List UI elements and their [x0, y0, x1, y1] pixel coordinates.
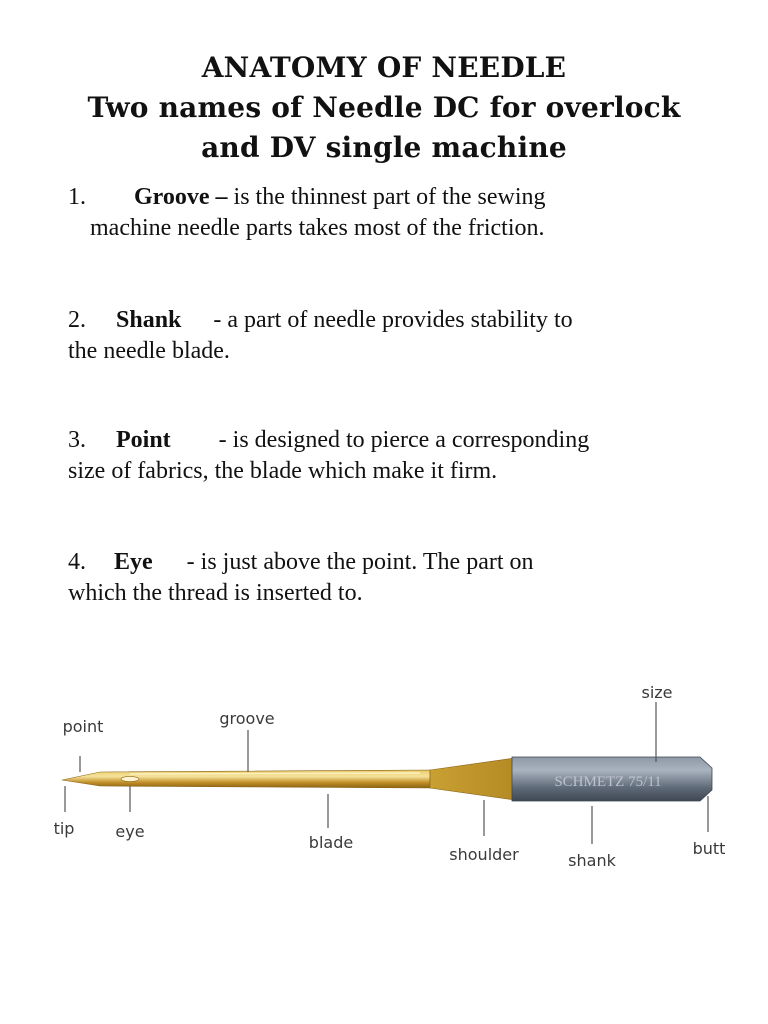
term-shank: Shank	[116, 307, 182, 333]
item-number: 4.	[68, 549, 86, 575]
definition-shank	[68, 305, 728, 367]
definition-point	[68, 425, 728, 487]
label-butt: butt	[692, 839, 726, 858]
shank-imprint: SCHMETZ 75/11	[554, 774, 662, 790]
item-number: 3.	[68, 427, 86, 453]
definition-line-1	[68, 305, 728, 336]
definition-text: - a part of needle provides stability to	[213, 307, 573, 333]
definition-continuation: the needle blade.	[68, 338, 230, 364]
needle-diagram	[0, 660, 768, 890]
term-separator: –	[209, 184, 234, 210]
title-line-2: Two names of Needle DC for overlock	[87, 91, 681, 124]
label-tip: tip	[53, 819, 75, 838]
definition-text: - is designed to pierce a corresponding	[218, 427, 590, 453]
title-line-1: ANATOMY OF NEEDLE	[201, 51, 567, 84]
item-number: 1.	[68, 184, 86, 210]
needle-shoulder	[430, 758, 515, 800]
definition-text: - is just above the point. The part on	[186, 549, 534, 575]
definition-continuation: size of fabrics, the blade which make it firm.	[68, 458, 498, 484]
title-line-3: and DV single machine	[201, 131, 567, 164]
term-point: Point	[116, 427, 171, 453]
definition-groove	[68, 182, 728, 244]
label-shank: shank	[568, 851, 616, 870]
term-groove: Groove	[134, 184, 210, 210]
label-eye: eye	[115, 822, 145, 841]
label-groove: groove	[219, 709, 275, 728]
needle-groove-line	[130, 773, 420, 774]
definition-continuation: which the thread is inserted to.	[68, 580, 363, 606]
label-point: point	[62, 717, 104, 736]
label-blade: blade	[308, 833, 354, 852]
label-size: size	[641, 683, 673, 702]
definition-continuation: machine needle parts takes most of the friction.	[90, 215, 545, 241]
definition-line-1	[68, 547, 728, 578]
definition-line-1	[68, 425, 728, 456]
document-title	[0, 48, 768, 168]
item-number: 2.	[68, 307, 86, 333]
term-eye: Eye	[114, 549, 153, 575]
definition-line-1	[68, 182, 728, 213]
definition-eye	[68, 547, 728, 609]
definition-text: is the thinnest part of the sewing	[233, 184, 546, 210]
label-shoulder: shoulder	[449, 845, 519, 864]
needle-eye	[121, 776, 139, 781]
